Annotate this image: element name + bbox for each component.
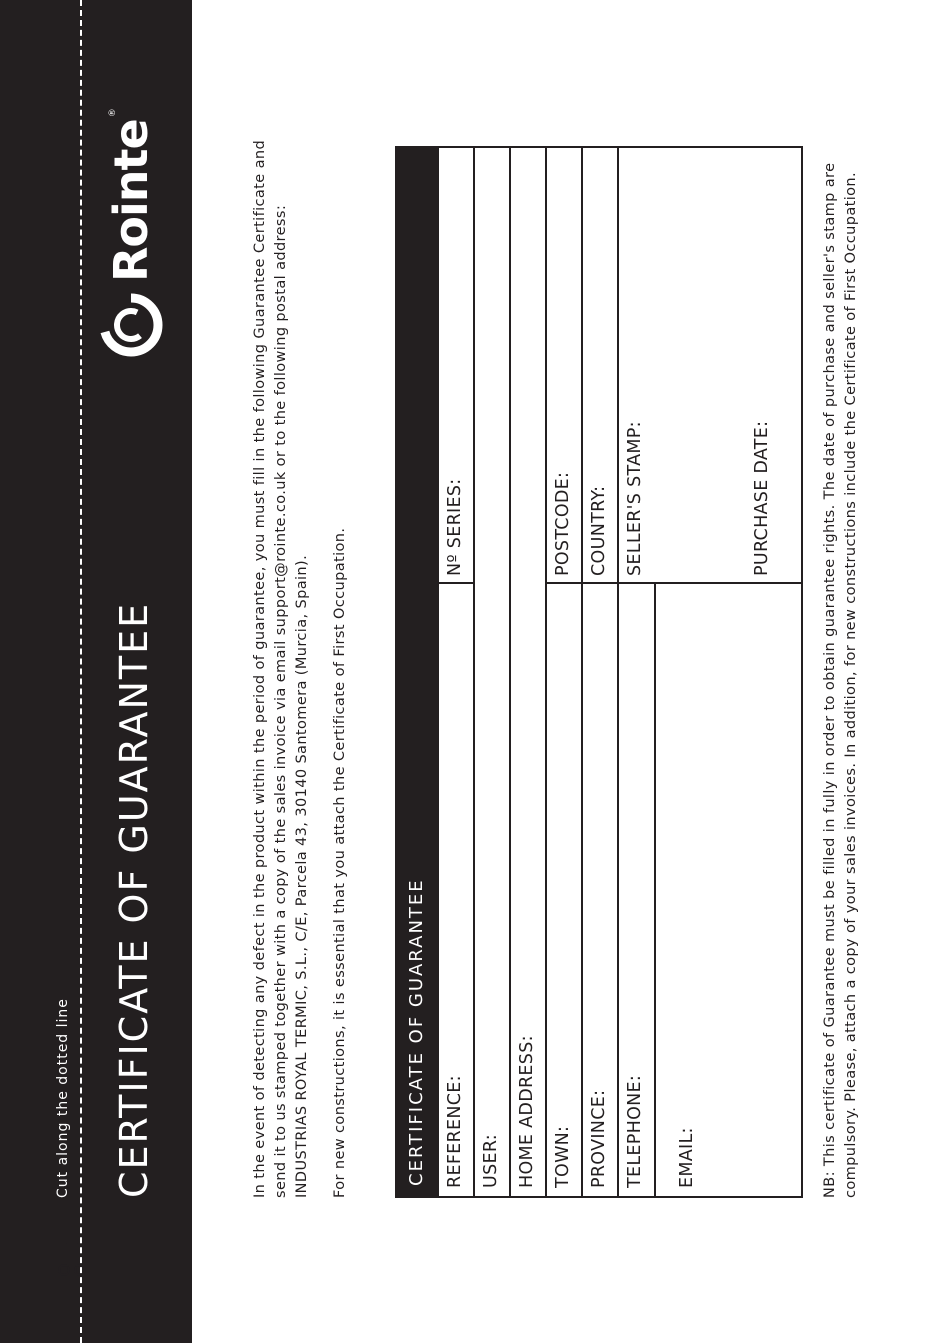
- email-row-divider: [654, 582, 656, 1196]
- column-divider: [439, 582, 473, 584]
- postcode-label: POSTCODE:: [553, 471, 573, 576]
- logo-wordmark: Rointe: [104, 119, 158, 282]
- form-row-town: [545, 148, 581, 1196]
- province-label: PROVINCE:: [589, 1089, 609, 1188]
- country-label: COUNTRY:: [589, 485, 609, 576]
- cut-instruction: Cut along the dotted line: [55, 998, 71, 1198]
- purchase-date-label: PURCHASE DATE:: [752, 420, 772, 576]
- rointe-logo-icon: [98, 292, 164, 358]
- column-divider: [583, 582, 617, 584]
- guarantee-note: [820, 138, 862, 1198]
- telephone-label: TELEPHONE:: [625, 1074, 645, 1188]
- rointe-logo: [98, 108, 164, 358]
- reference-label: REFERENCE:: [445, 1075, 465, 1188]
- email-label: EMAIL:: [677, 1127, 697, 1188]
- column-divider: [619, 582, 801, 584]
- intro-paragraph: In the event of detecting any defect in the product within the period of guarantee, you must fill in the following Guarantee Certificate and send it to us stamped together with a copy of the sales invoice via email support@rointe.co.uk or to the following postal address: INDUSTRIAS ROYAL TERMIC, S.L., C/E, Parcela 43, 30140 Santomera (Murcia, Spain).: [252, 139, 310, 1198]
- form-row-user: [473, 148, 509, 1196]
- intro-paragraph-new-constructions: For new constructions, it is essential that you attach the Certificate of First Occupation.: [332, 527, 348, 1198]
- user-label: USER:: [481, 1134, 501, 1188]
- intro-text: [250, 138, 351, 1198]
- form-row-reference: [437, 148, 473, 1196]
- form-row-province: [581, 148, 617, 1196]
- note-text: NB: This certificate of Guarantee must be filled in fully in order to obtain guarantee rights. The date of purchase and seller's stamp are compulsory. Please, attach a copy of your sales invoices. In addition, for new constructions include the Certificate of First Occupation.: [822, 162, 859, 1198]
- form-row-home-address: [509, 148, 545, 1196]
- column-divider: [547, 582, 581, 584]
- sellers-stamp-label: SELLER'S STAMP:: [625, 421, 645, 576]
- home-address-label: HOME ADDRESS:: [517, 1035, 537, 1188]
- town-label: TOWN:: [553, 1125, 573, 1188]
- registered-mark: ®: [108, 108, 118, 118]
- form-row-telephone: [617, 148, 801, 1196]
- page-title: CERTIFICATE OF GUARANTEE: [112, 601, 156, 1198]
- form-header: CERTIFICATE OF GUARANTEE: [397, 148, 437, 1196]
- guarantee-form: [395, 146, 803, 1198]
- n-series-label: Nº SERIES:: [445, 478, 465, 576]
